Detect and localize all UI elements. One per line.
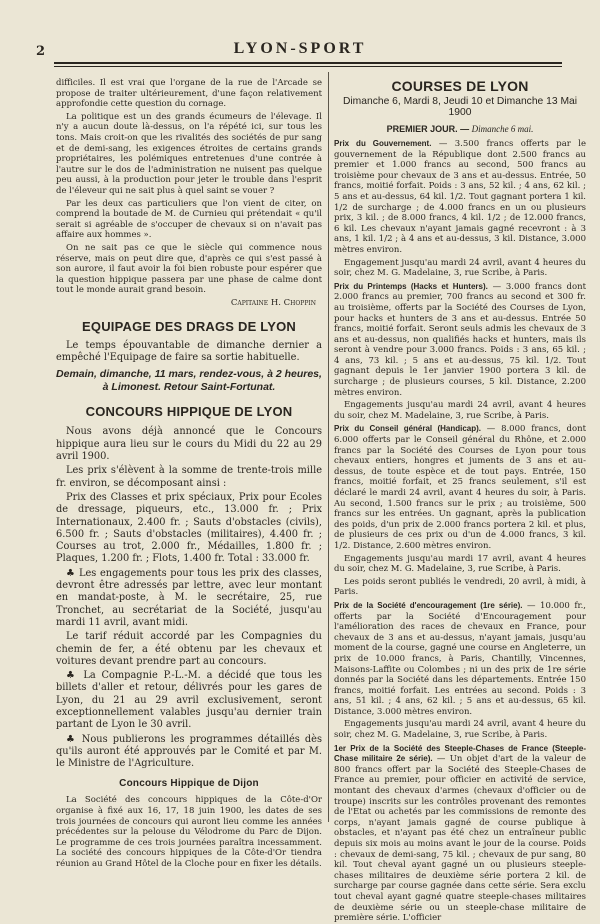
page-number: 2 xyxy=(36,44,46,59)
prix-text: — Un objet d'art de la valeur de 800 francs offert par la Société des Steeple-Chases de France au premier, pour officier en activité de service, montant des chevaux d'armes (chevaux d'officier ou de troupe) inscrits sur les contrôles provenant des remontes de l'Etat ou achetés par les commissions de remonte des corps, n'ayant jamais gagné de course publique à obstacles, et n'ayant pas été chez un entraîneur public depuis six mois au moins avant le jour de la course. Poids : chevaux de demi-sang, 75 kil. ; chevaux de pur sang, 80 kil. Tout cheval ayant gagné un ou plusieurs steeple-chases militaires de deuxième série portera 2 kil. de surcharge par course gagnée dans cette série. Sera exclu tout cheval ayant gagné quatre steeple-chases militaires de deuxième série ou un steeple-chase militaire de première série. L'officier xyxy=(334,754,587,924)
right-column xyxy=(334,78,587,924)
concours-paragraph-7: ♣ Nous publierons les programmes détaillés dès qu'ils auront été approuvés par le Comité et par M. le Ministre de l'Agriculture. xyxy=(56,733,322,770)
courses-heading: COURSES DE LYON xyxy=(391,78,529,94)
prix-steeple-chases xyxy=(334,744,586,924)
prix-conseil-general xyxy=(334,424,586,598)
journee-label: PREMIER JOUR. — xyxy=(386,124,470,134)
dijon-paragraph: La Société des concours hippiques de la Côte-d'Or organise à fixé aux 16, 17, 18 juin 1900, les dates de ses trois journées de concours qui auront lieu comme les années précédentes sur la pelouse du Vélodrome du Parc de Dijon. Le programme de ces trois journées paraîtra incessamment. La société des concours hippiques de la Côte-d'Or tiendra réunion au Grand Hôtel de la Cloche pour en fixer les détails. xyxy=(56,795,322,870)
intro-paragraph-2: La politique est un des grands écumeurs de l'élevage. Il n'y a aucun doute là-dessus, on l'a répété ici, sur tous les tons. Mais croit-on que les rivalités des sociétés de pur sang et de demi-sang, les exigences étroites de certains grands propriétaires, les polémiques entretenues d'une contrée à l'autre sur le dos de l'administration ne nuisent pas quelque peu aussi, à la production pour jeter le trouble dans l'esprit de l'éleveur qui ne sait plus à quel saint se vouer ? xyxy=(56,111,322,196)
prix-gouvernement xyxy=(334,139,586,279)
concours-paragraph-1: Nous avons déjà annoncé que le Concours hippique aura lieu sur le cours du Midi du 22 au 29 avril 1900. xyxy=(56,426,322,463)
intro-paragraph-4: On ne sait pas ce que le siècle qui commence nous réserve, mais on peut dire que, d'après ce qui s'est passé à son aurore, il faut avoir la foi bien robuste pour espérer que la question hippique passera par une phase de calme dont tout le monde aurait grand besoin. xyxy=(56,242,322,296)
prix-text: — 10.000 fr., offerts par la Société d'Encouragement pour l'amélioration des races de chevaux en France, pour chevaux de 3 ans et au-dessus, n'ayant jamais, jusqu'au moment de la course, gagné une course en Angleterre, un prix de 10.000 francs, à Paris, Chantilly, Vincennes, Maisons-Laffite ou Colombes ; ni un des prix de 1re série donnés par la Société dans les départements. Entrée 150 francs, moitié forfait. Les entrées au second. Poids : 3 ans, 51 kil. ; 4 ans, 62 kil. ; 5 ans et au-dessus, 65 kil. Distance, 3.000 mètres environ. xyxy=(334,600,587,717)
courses-dates: Dimanche 6, Mardi 8, Jeudi 10 et Dimanche 13 Mai 1900 xyxy=(342,96,578,118)
prix-engagement: Engagements jusqu'au mardi 24 avril, avant 4 heures du soir, chez M. Madelaine, 3, rue Scribe, à Paris. xyxy=(334,400,586,421)
drags-heading: EQUIPAGE DES DRAGS DE LYON xyxy=(82,318,296,334)
concours-paragraph-4: ♣ Les engagements pour tous les prix des classes, devront être adressés par lettre, avec leur montant en mandat-poste, à M. le secrétaire, 25, rue Tronchet, au secrétariat de la Société, jusqu'au mardi 11 avril, avant midi. xyxy=(56,567,322,628)
header-rule-thin xyxy=(54,66,562,67)
prix-name: Prix de la Société d'encouragement (1re série). xyxy=(334,600,523,610)
journee-line xyxy=(334,124,586,134)
prix-text: — 3.500 francs offerts par le gouvernement de la République dont 2.500 francs au premier et 1.000 francs au second, 500 francs au troisième pour chevaux de 3 ans et au-dessus. Entrée, 50 francs, moitié forfait. Poids : 3 ans, 52 kil. ; 4 ans, 62 kil. ; 5 ans et au-dessus, 64 kil. 1/2. Tout gagnant portera 1 kil. 1/2 de surcharge ; de 4.000 francs en un ou plusieurs prix, 3 kil. ; de 8.000 francs, 4 kil. 1/2 ; de 12.000 francs, 6 kil. Les chevaux n'ayant jamais gagné recevront : à 3 ans, 1 kil. 1/2 ; à 4 ans et au-dessus, 3 kil. Distance, 3.000 mètres environ. xyxy=(334,139,586,255)
prix-engagement: Engagement jusqu'au mardi 24 avril, avant 4 heures du soir, chez M. G. Madelaine, 3, rue Scribe, à Paris. xyxy=(334,257,586,279)
column-divider xyxy=(328,72,329,822)
prix-encouragement xyxy=(334,601,586,741)
dijon-heading: Concours Hippique de Dijon xyxy=(119,778,259,790)
concours-paragraph-2: Les prix s'élèvent à la somme de trente-trois mille fr. environ, se décomposant ainsi : xyxy=(56,465,322,489)
header-rule xyxy=(54,62,562,64)
concours-paragraph-6: ♣ La Compagnie P.-L.-M. a décidé que tous les billets d'aller et retour, délivrés pour les gares de Lyon, du 21 au 29 avril exclusivement, seront exceptionnellement valables jusqu'au dernier train partant de Lyon le 30 avril. xyxy=(56,670,322,731)
intro-paragraph-1: difficiles. Il est vrai que l'organe de la rue de l'Arcade se propose de traiter ultérieurement, d'une façon relativement approfondie cette question du cornage. xyxy=(56,78,322,110)
prix-name: Prix du Gouvernement. xyxy=(334,139,432,148)
prix-text: — 8.000 francs, dont 6.000 offerts par le Conseil général du Rhône, et 2.000 francs par la Société des Courses de Lyon pour tous chevaux entiers, hongres et juments de 3 ans et au-dessus, de toute espèce et de tout pays. Entrée, 150 francs, moitié forfait, et 25 francs seulement, s'il est déclaré le mardi 24 avril, avant 4 heures du soir, à Paris. Au second, 1.500 francs sur le prix ; au troisième, 500 francs sur les entrées. Un gagnant, après la publication des poids, d'un prix de 2.000 francs portera 2 kil. et plus, de plusieurs de ces prix ou d'un de 4.000 francs, 3 kil. 1/2. Distance, 2.600 mètres environ. xyxy=(334,424,586,551)
intro-paragraph-3: Par les deux cas particuliers que l'on vient de citer, on comprend la boutade de M. de Curnieu qui prétendait « qu'il serait si agréable de s'occuper de chevaux si on n'avait pas affaire aux hommes ». xyxy=(56,198,322,241)
concours-paragraph-5: Le tarif réduit accordé par les Compagnies du chemin de fer, a été obtenu par les chevaux et voitures devant prendre part au concours. xyxy=(56,631,322,667)
prix-name: Prix du Printemps (Hacks et Hunters). xyxy=(334,281,488,291)
prix-text: — 3.000 francs dont 2.000 francs au premier, 700 francs au second et 300 fr. au troisième, offerts par la Société des Courses de Lyon, pour hacks et hunters de 3 ans et au-dessus. Entrée 50 francs, moitié forfait. Seront seuls admis les chevaux de 3 ans et au-dessus, non qualifiés hacks et hunters, mais ils seront à vendre pour 3.000 francs. Poids : 3 ans, 65 kil. ; 4 ans, 73 kil. ; 5 ans et au-dessus, 75 kil. 1/2. Tout gagnant depuis le 1er janvier 1900 portera 3 kil. de surcharge ; de plusieurs courses, 5 kil. Distance, 2.200 mètres environ. xyxy=(334,281,587,398)
left-column xyxy=(56,78,322,870)
concours-heading: CONCOURS HIPPIQUE DE LYON xyxy=(85,404,293,420)
prix-engagement: Engagements jusqu'au mardi 24 avril, avant 4 heure du soir, chez M. G. Madelaine, 3, rue Scribe, à Paris. xyxy=(334,719,586,741)
prix-name: 1er Prix de la Société des Steeple-Chases de France (Steeple-Chase militaire 2e série). xyxy=(334,743,586,764)
prix-name: Prix du Conseil général (Handicap). xyxy=(334,424,482,434)
prix-poids: Les poids seront publiés le vendredi, 20 avril, à midi, à Paris. xyxy=(334,576,586,598)
drags-rendezvous: Demain, dimanche, 11 mars, rendez-vous, à 2 heures, à Limonest. Retour Saint-Fortunat. xyxy=(56,368,322,394)
journee-date: Dimanche 6 mai. xyxy=(471,124,534,134)
drags-paragraph-1: Le temps épouvantable de dimanche dernier a empêché l'Equipage de faire sa sortie habituelle. xyxy=(56,339,322,364)
prix-printemps xyxy=(334,282,586,422)
prix-engagement: Engagements jusqu'au mardi 17 avril, avant 4 heures du soir, chez M. G. Madelaine, 3, rue Scribe, à Paris. xyxy=(334,553,586,575)
masthead-title: LYON-SPORT xyxy=(233,40,367,57)
signature: Capitaine H. Choppin xyxy=(230,297,316,308)
concours-paragraph-3: Prix des Classes et prix spéciaux, Prix pour Ecoles de dressage, piqueurs, etc., 13.000 fr. ; Prix Internationaux, 2.400 fr. ; Sauts d'obstacles (civils), 6.500 fr. ; Sauts d'obstacles (militaires), 4.400 fr. ; Courses au trot, 2.000 fr., Médailles, 1.800 fr. ; Plaques, 1.200 fr. ; Flots, 1.400 fr. Total : 33.000 fr. xyxy=(56,491,322,565)
